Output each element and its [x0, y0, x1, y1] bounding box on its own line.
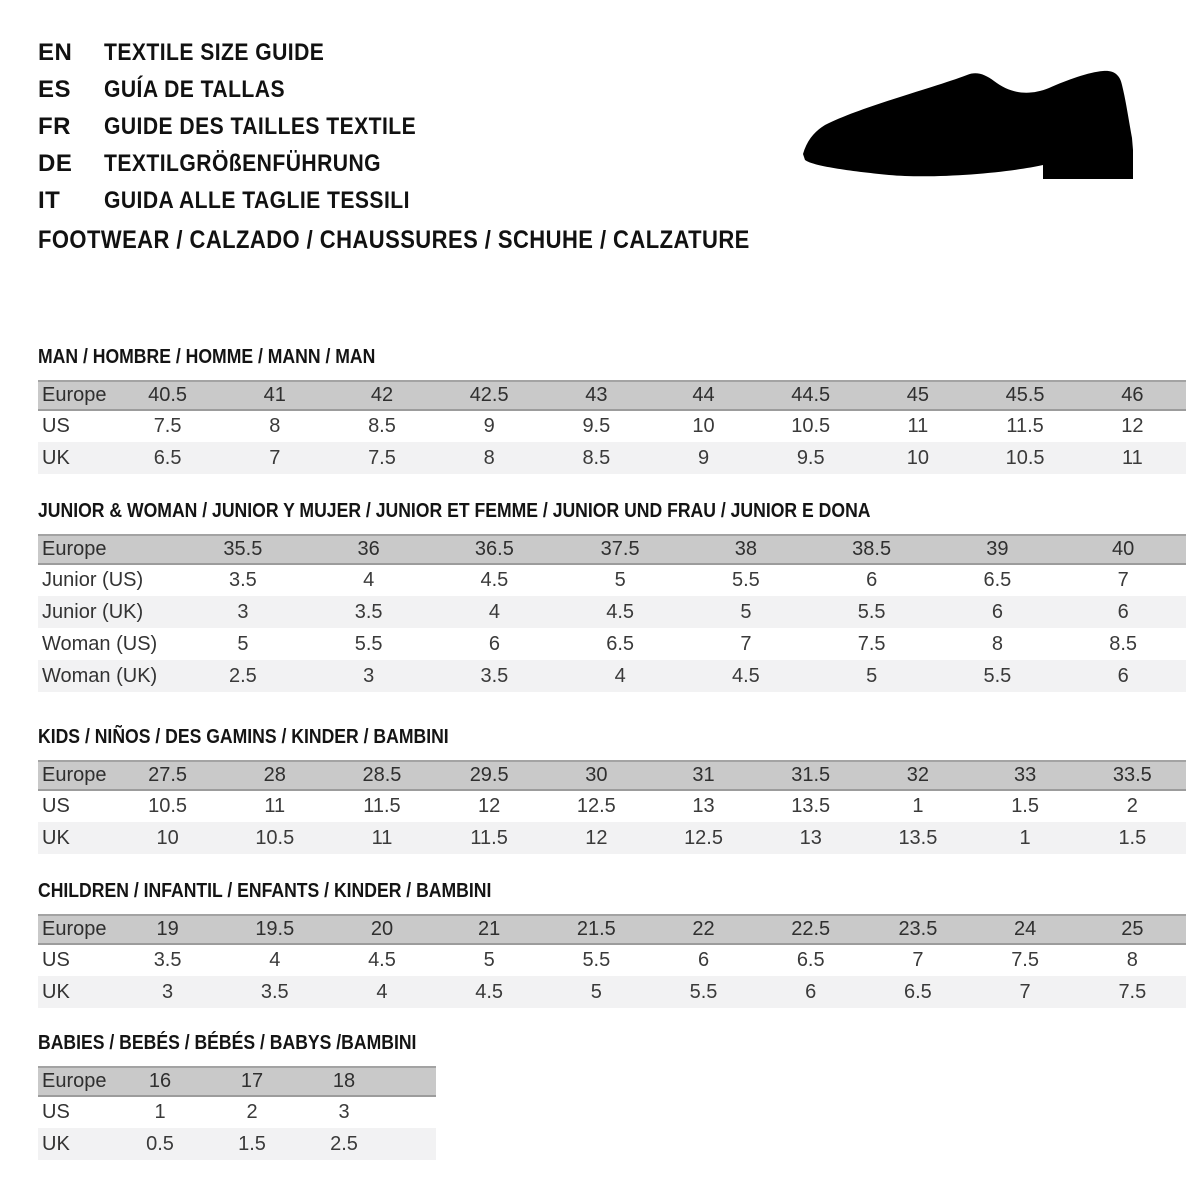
size-value: 3	[363, 664, 375, 687]
row-label: UK	[42, 980, 70, 1003]
size-value: 10	[692, 415, 715, 437]
size-value: 16	[148, 1070, 172, 1092]
guide-title-fr: GUIDE DES TAILLES TEXTILE	[104, 112, 417, 140]
size-value: 8.5	[582, 446, 611, 469]
size-value: 3.5	[228, 569, 257, 591]
section-man	[38, 346, 1200, 474]
row-label: Junior (US)	[42, 569, 144, 591]
size-value: 19.5	[255, 918, 295, 940]
row-label: US	[42, 949, 70, 971]
language-code-es: ES	[38, 75, 72, 103]
size-value: 5	[740, 600, 752, 623]
size-value: 7.5	[153, 415, 182, 437]
size-value: 3	[162, 980, 174, 1003]
size-value: 8	[991, 632, 1003, 655]
size-value: 20	[370, 918, 394, 940]
size-value: 6	[991, 600, 1003, 623]
size-value: 22	[692, 918, 715, 940]
size-value: 9.5	[582, 415, 611, 437]
size-value: 6.5	[983, 569, 1012, 591]
size-value: 8	[1126, 949, 1138, 971]
junior-woman-size-table	[38, 534, 1186, 692]
size-value: 12	[1121, 415, 1144, 437]
size-value: 11	[907, 415, 929, 437]
size-value: 40	[1112, 538, 1135, 560]
size-value: 11.5	[470, 826, 508, 849]
size-value: 6	[1117, 600, 1129, 623]
size-value: 4.5	[606, 600, 635, 623]
size-value: 6	[805, 980, 817, 1003]
size-value: 7.5	[857, 632, 886, 655]
size-value: 5.5	[689, 980, 718, 1003]
size-row-woman-us	[38, 628, 1186, 660]
size-value: 1.5	[1011, 795, 1039, 817]
size-value: 19	[156, 918, 179, 940]
guide-title-es: GUÍA DE TALLAS	[104, 75, 285, 103]
size-value: 6.5	[606, 632, 635, 655]
size-value: 36.5	[474, 538, 514, 560]
size-value: 4	[488, 600, 500, 623]
size-value: 27.5	[148, 764, 188, 786]
size-value: 6.5	[153, 446, 182, 469]
size-value: 13.5	[791, 795, 831, 817]
size-value: 24	[1013, 918, 1037, 940]
size-row-us	[38, 790, 1186, 822]
size-value: 17	[240, 1070, 264, 1092]
language-code-de: DE	[38, 149, 73, 177]
language-row-en	[38, 34, 1200, 71]
section-title-junior-woman-text: JUNIOR & WOMAN / JUNIOR Y MUJER / JUNIOR ET FEMME / JUNIOR UND FRAU / JUNIOR E DONA	[38, 500, 871, 522]
section-children	[38, 880, 1200, 1008]
size-value: 10.5	[148, 795, 188, 817]
size-value: 1.5	[1118, 826, 1147, 849]
size-value: 42	[370, 384, 394, 406]
size-value: 0.5	[146, 1132, 174, 1155]
size-value: 6	[1117, 664, 1129, 687]
size-value: 32	[906, 764, 930, 786]
spacer-cell	[390, 1067, 436, 1096]
size-value: 6	[866, 569, 878, 591]
size-value: 7	[1019, 980, 1031, 1003]
size-value: 35.5	[223, 538, 263, 560]
size-value: 13	[799, 826, 822, 849]
size-value: 4.5	[731, 664, 760, 687]
row-label: Europe	[42, 1070, 107, 1092]
size-value: 28	[263, 764, 286, 786]
size-value: 1	[1019, 826, 1031, 849]
size-row-europe	[38, 761, 1186, 790]
section-title-junior-woman	[38, 500, 1200, 522]
size-value: 21.5	[576, 918, 616, 940]
language-code-en: EN	[38, 38, 73, 66]
row-label: US	[42, 415, 70, 437]
size-value: 10	[906, 446, 930, 469]
size-value: 5	[237, 632, 249, 655]
size-value: 3.5	[153, 949, 182, 971]
row-label: UK	[42, 1132, 70, 1155]
language-row-it	[38, 182, 1200, 219]
size-value: 43	[585, 384, 608, 406]
size-value: 8.5	[1109, 632, 1138, 655]
kids-size-table	[38, 760, 1186, 854]
language-code-it: IT	[38, 186, 61, 214]
section-title-babies	[38, 1032, 1200, 1054]
size-value: 11.5	[1006, 415, 1044, 437]
size-value: 3	[237, 600, 249, 623]
size-value: 44	[692, 384, 715, 406]
size-value: 2.5	[330, 1132, 358, 1155]
section-title-man-text: MAN / HOMBRE / HOMME / MANN / MAN	[38, 346, 376, 368]
size-value: 10.5	[791, 415, 831, 437]
size-value: 5	[483, 949, 495, 971]
size-row-europe	[38, 381, 1186, 410]
size-value: 37.5	[600, 538, 640, 560]
size-value: 39	[986, 538, 1009, 560]
size-value: 11	[1121, 446, 1143, 469]
size-row-uk	[38, 976, 1186, 1008]
spacer-cell	[390, 1096, 436, 1128]
size-value: 6.5	[796, 949, 825, 971]
section-title-man	[38, 346, 1200, 368]
section-title-kids	[38, 726, 1200, 748]
size-value: 11	[371, 826, 393, 849]
size-value: 5	[614, 569, 626, 591]
size-value: 12.5	[576, 795, 616, 817]
size-value: 5.5	[582, 949, 611, 971]
size-value: 3.5	[480, 664, 509, 687]
size-row-uk	[38, 1128, 436, 1160]
row-label: Woman (UK)	[42, 664, 158, 687]
size-value: 4	[614, 664, 626, 687]
section-junior-woman	[38, 500, 1200, 692]
row-label: Europe	[42, 384, 107, 406]
size-value: 10.5	[255, 826, 295, 849]
size-row-europe	[38, 1067, 436, 1096]
size-value: 38	[734, 538, 757, 560]
size-value: 7	[740, 632, 752, 655]
guide-title-de: TEXTILGRÖßENFÜHRUNG	[104, 149, 382, 177]
size-value: 4.5	[480, 569, 509, 591]
size-value: 8	[269, 415, 281, 437]
size-value: 5	[866, 664, 878, 687]
size-value: 31	[692, 764, 715, 786]
size-row-woman-uk	[38, 660, 1186, 692]
size-value: 9.5	[796, 446, 825, 469]
category-heading	[38, 226, 1200, 254]
size-value: 2.5	[228, 664, 257, 687]
row-label: UK	[42, 826, 70, 849]
size-value: 2	[1126, 795, 1138, 817]
size-value: 1	[912, 795, 924, 817]
size-row-uk	[38, 822, 1186, 854]
size-value: 45.5	[1005, 384, 1045, 406]
size-value: 6	[697, 949, 710, 971]
size-row-europe	[38, 535, 1186, 564]
category-heading-text: FOOTWEAR / CALZADO / CHAUSSURES / SCHUHE / CALZATURE	[38, 226, 750, 254]
size-value: 8	[483, 446, 495, 469]
size-value: 18	[332, 1070, 356, 1092]
size-row-us	[38, 410, 1186, 442]
size-value: 46	[1121, 384, 1144, 406]
size-value: 6.5	[904, 980, 932, 1003]
size-row-uk	[38, 442, 1186, 474]
row-label: UK	[42, 446, 70, 469]
size-value: 3.5	[354, 600, 383, 623]
size-value: 40.5	[148, 384, 188, 406]
size-value: 33.5	[1112, 764, 1152, 786]
size-value: 5	[590, 980, 602, 1003]
size-row-us	[38, 944, 1186, 976]
guide-title-en: TEXTILE SIZE GUIDE	[104, 38, 325, 66]
size-value: 28.5	[362, 764, 402, 786]
size-value: 7	[269, 446, 281, 469]
size-value: 4.5	[368, 949, 396, 971]
section-title-children	[38, 880, 1200, 902]
size-value: 4	[376, 980, 388, 1003]
size-value: 30	[585, 764, 608, 786]
size-value: 7.5	[368, 446, 396, 469]
size-value: 36	[357, 538, 380, 560]
size-value: 10.5	[1005, 446, 1045, 469]
size-row-junior-us	[38, 564, 1186, 596]
size-value: 38.5	[852, 538, 892, 560]
row-label: Europe	[42, 538, 107, 560]
row-label: US	[42, 795, 70, 817]
row-label: Europe	[42, 764, 107, 786]
section-babies	[38, 1032, 1200, 1160]
section-kids	[38, 726, 1200, 854]
size-value: 44.5	[791, 384, 831, 406]
size-value: 5.5	[731, 569, 760, 591]
size-value: 6	[488, 632, 500, 655]
size-row-europe	[38, 915, 1186, 944]
size-value: 31.5	[791, 764, 831, 786]
row-label: US	[42, 1101, 70, 1123]
size-value: 11	[264, 795, 286, 817]
row-label: Junior (UK)	[42, 600, 144, 623]
row-label: Woman (US)	[42, 632, 158, 655]
section-title-children-text: CHILDREN / INFANTIL / ENFANTS / KINDER / BAMBINI	[38, 880, 492, 902]
size-value: 25	[1121, 918, 1144, 940]
size-value: 3.5	[260, 980, 289, 1003]
size-value: 1	[154, 1101, 166, 1123]
size-value: 23.5	[898, 918, 938, 940]
size-row-junior-uk	[38, 596, 1186, 628]
size-value: 13	[692, 795, 715, 817]
size-value: 21	[478, 918, 501, 940]
size-value: 2	[246, 1101, 258, 1123]
spacer-cell	[390, 1128, 436, 1160]
size-value: 4.5	[475, 980, 504, 1003]
size-value: 29.5	[469, 764, 509, 786]
size-value: 4	[363, 569, 375, 591]
size-value: 3	[338, 1101, 350, 1123]
size-value: 41	[263, 384, 286, 406]
size-value: 10	[156, 826, 179, 849]
size-value: 9	[483, 415, 495, 437]
shoe-icon	[803, 70, 1135, 187]
row-label: Europe	[42, 918, 107, 940]
size-value: 12	[585, 826, 608, 849]
size-value: 5.5	[857, 600, 886, 623]
children-size-table	[38, 914, 1186, 1008]
section-title-babies-text: BABIES / BEBÉS / BÉBÉS / BABYS /BAMBINI	[38, 1032, 417, 1054]
size-value: 9	[697, 446, 710, 469]
size-value: 5.5	[983, 664, 1012, 687]
section-title-kids-text: KIDS / NIÑOS / DES GAMINS / KINDER / BAMBINI	[38, 726, 449, 748]
babies-size-table	[38, 1066, 436, 1160]
size-value: 5.5	[354, 632, 383, 655]
size-value: 12	[478, 795, 501, 817]
size-value: 4	[269, 949, 281, 971]
size-value: 13.5	[898, 826, 938, 849]
language-code-fr: FR	[38, 112, 71, 140]
guide-title-it: GUIDA ALLE TAGLIE TESSILI	[104, 186, 410, 214]
size-value: 7	[912, 949, 924, 971]
size-value: 7	[1117, 569, 1129, 591]
size-value: 22.5	[791, 918, 831, 940]
size-value: 7.5	[1011, 949, 1039, 971]
size-row-us	[38, 1096, 436, 1128]
size-value: 11.5	[363, 795, 401, 817]
size-value: 8.5	[368, 415, 396, 437]
size-value: 33	[1013, 764, 1037, 786]
size-value: 12.5	[684, 826, 723, 849]
man-size-table	[38, 380, 1186, 474]
size-value: 45	[906, 384, 930, 406]
size-value: 1.5	[238, 1132, 266, 1155]
size-value: 7.5	[1118, 980, 1147, 1003]
size-value: 42.5	[469, 384, 509, 406]
